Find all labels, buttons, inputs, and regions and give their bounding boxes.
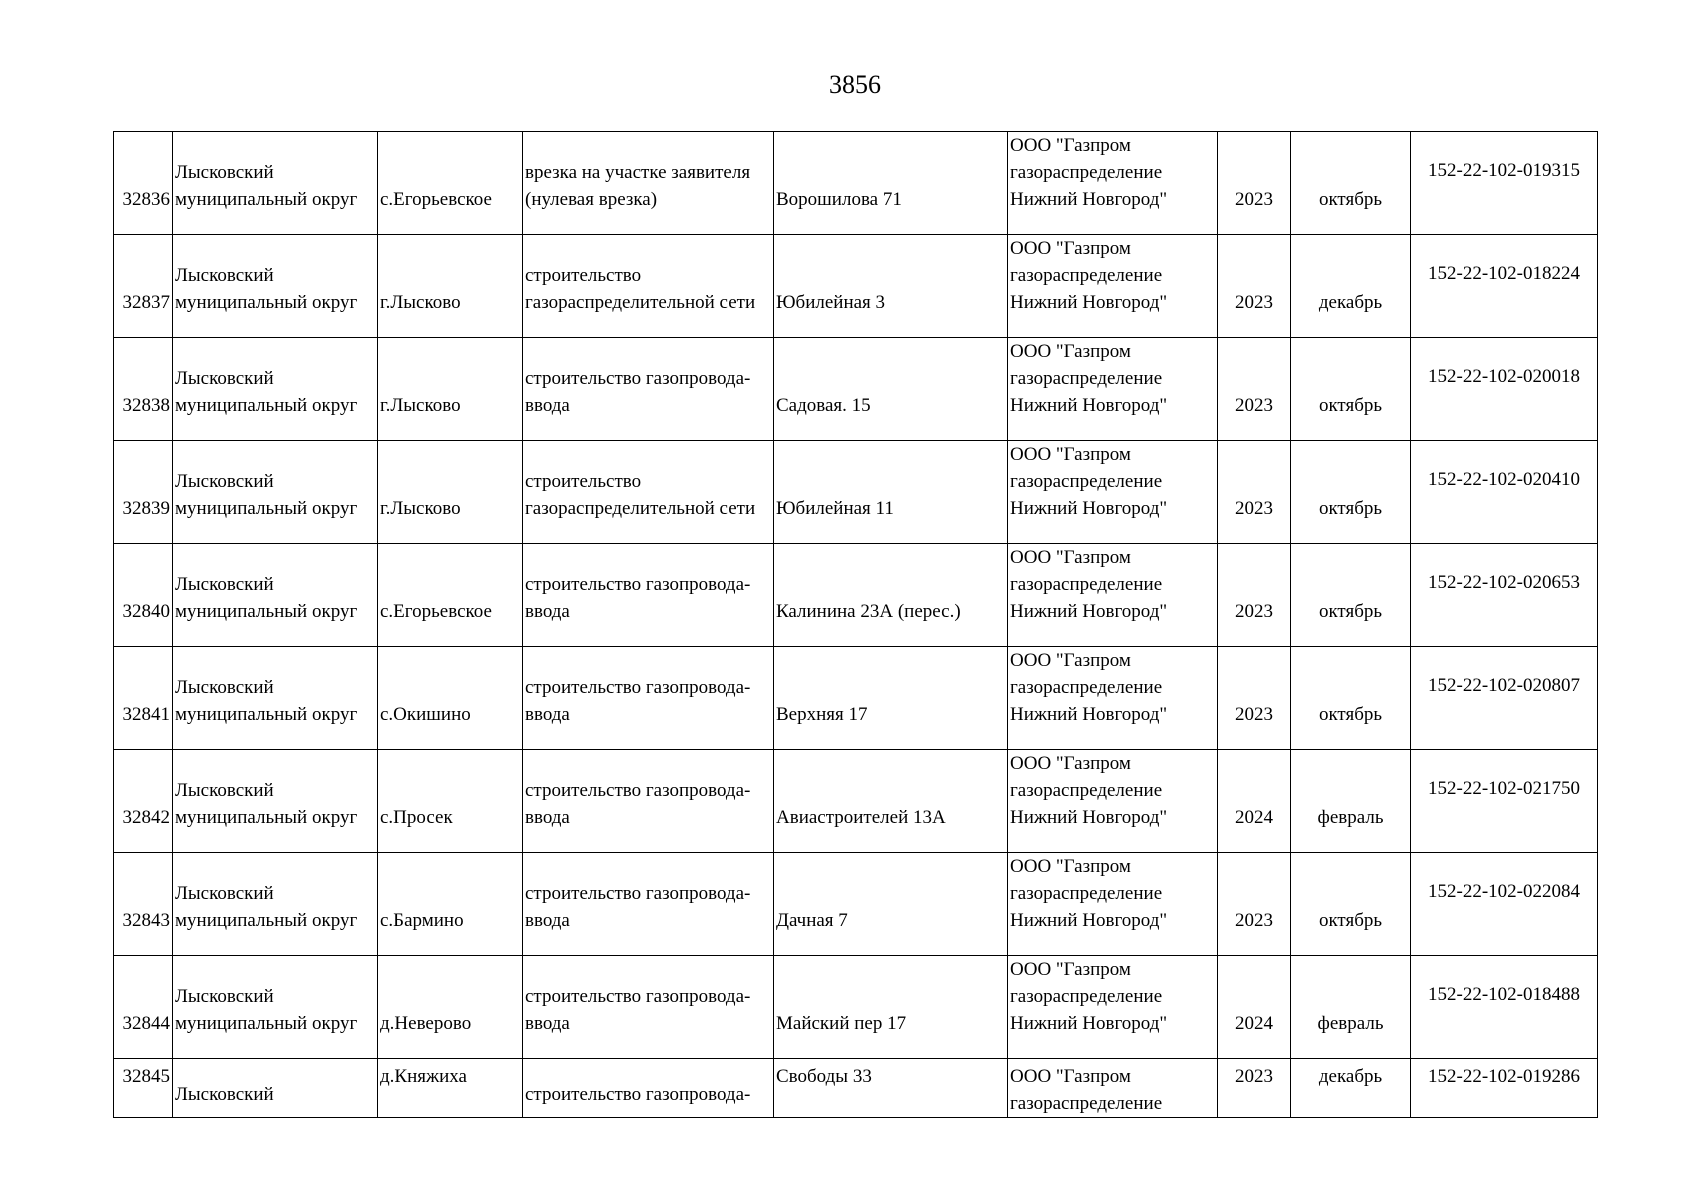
record-number: 32836	[114, 132, 173, 235]
organization-line: ООО "Газпром	[1010, 650, 1131, 671]
organization-line: газораспределение	[1010, 780, 1163, 801]
district-line: Лысковский	[175, 574, 274, 595]
work-type-line: строительство газопровода-	[525, 677, 751, 698]
work-type-cell	[523, 647, 774, 750]
table-row	[114, 544, 1598, 647]
month-cell: октябрь	[1291, 338, 1411, 441]
year-cell: 2023	[1218, 132, 1291, 235]
address-cell: Авиастроителей 13А	[774, 750, 1008, 853]
locality-cell: г.Лысково	[378, 338, 523, 441]
organization-line: Нижний Новгород"	[1010, 395, 1168, 416]
work-type-line: газораспределительной сети	[525, 292, 756, 313]
organization-cell	[1008, 647, 1218, 750]
month-cell: февраль	[1291, 956, 1411, 1059]
district-line: Лысковский	[175, 162, 274, 183]
district-cell	[173, 544, 378, 647]
work-type-line: строительство газопровода-	[525, 1084, 751, 1105]
district-line: муниципальный округ	[175, 601, 358, 622]
district-line: муниципальный округ	[175, 807, 358, 828]
month-cell: декабрь	[1291, 235, 1411, 338]
district-line: Лысковский	[175, 368, 274, 389]
address-cell: Калинина 23А (перес.)	[774, 544, 1008, 647]
work-type-line: строительство	[525, 471, 642, 492]
code-cell: 152-22-102-019286	[1411, 1059, 1598, 1118]
year-cell: 2023	[1218, 647, 1291, 750]
code-cell: 152-22-102-020018	[1411, 338, 1598, 441]
organization-cell	[1008, 338, 1218, 441]
district-cell	[173, 441, 378, 544]
organization-cell	[1008, 956, 1218, 1059]
address-cell: Садовая. 15	[774, 338, 1008, 441]
organization-line: газораспределение	[1010, 574, 1163, 595]
address-cell: Дачная 7	[774, 853, 1008, 956]
year-cell: 2023	[1218, 544, 1291, 647]
work-type-cell	[523, 750, 774, 853]
district-cell	[173, 750, 378, 853]
district-line: муниципальный округ	[175, 910, 358, 931]
table-row	[114, 853, 1598, 956]
organization-line: Нижний Новгород"	[1010, 601, 1168, 622]
organization-line: газораспределение	[1010, 162, 1163, 183]
organization-cell	[1008, 853, 1218, 956]
record-number: 32840	[114, 544, 173, 647]
work-type-line: ввода	[525, 601, 570, 622]
address-cell: Юбилейная 11	[774, 441, 1008, 544]
organization-line: Нижний Новгород"	[1010, 1013, 1168, 1034]
organization-line: Нижний Новгород"	[1010, 189, 1168, 210]
code-cell: 152-22-102-020807	[1411, 647, 1598, 750]
organization-cell	[1008, 132, 1218, 235]
district-cell	[173, 956, 378, 1059]
organization-line: ООО "Газпром	[1010, 856, 1131, 877]
locality-cell: с.Просек	[378, 750, 523, 853]
year-cell: 2024	[1218, 750, 1291, 853]
district-line: муниципальный округ	[175, 395, 358, 416]
work-type-line: ввода	[525, 395, 570, 416]
locality-cell: г.Лысково	[378, 235, 523, 338]
work-type-line: ввода	[525, 807, 570, 828]
year-cell: 2023	[1218, 1059, 1291, 1118]
month-cell: октябрь	[1291, 853, 1411, 956]
organization-line: Нижний Новгород"	[1010, 704, 1168, 725]
district-cell	[173, 853, 378, 956]
locality-cell: с.Егорьевское	[378, 544, 523, 647]
organization-line: Нижний Новгород"	[1010, 292, 1168, 313]
work-type-line: строительство	[525, 265, 642, 286]
organization-line: ООО "Газпром	[1010, 341, 1131, 362]
address-cell: Верхняя 17	[774, 647, 1008, 750]
district-line: Лысковский	[175, 986, 274, 1007]
organization-line: Нижний Новгород"	[1010, 807, 1168, 828]
work-type-line: строительство газопровода-	[525, 986, 751, 1007]
district-line: Лысковский	[175, 265, 274, 286]
page-number: 3856	[829, 70, 881, 99]
organization-line: газораспределение	[1010, 883, 1163, 904]
district-cell	[173, 647, 378, 750]
organization-line: ООО "Газпром	[1010, 135, 1131, 156]
record-number: 32839	[114, 441, 173, 544]
record-number: 32843	[114, 853, 173, 956]
organization-line: газораспределение	[1010, 471, 1163, 492]
organization-line: ООО "Газпром	[1010, 1066, 1131, 1087]
organization-cell	[1008, 1059, 1218, 1118]
district-line: Лысковский	[175, 1084, 274, 1105]
locality-cell: с.Егорьевское	[378, 132, 523, 235]
work-type-cell	[523, 338, 774, 441]
district-line: муниципальный округ	[175, 498, 358, 519]
organization-line: газораспределение	[1010, 265, 1163, 286]
work-type-cell	[523, 956, 774, 1059]
organization-cell	[1008, 235, 1218, 338]
work-type-line: врезка на участке заявителя	[525, 162, 751, 183]
record-number: 32845	[114, 1059, 173, 1118]
organization-line: газораспределение	[1010, 677, 1163, 698]
organization-line: ООО "Газпром	[1010, 547, 1131, 568]
district-line: Лысковский	[175, 883, 274, 904]
work-type-line: строительство газопровода-	[525, 368, 751, 389]
organization-line: газораспределение	[1010, 986, 1163, 1007]
year-cell: 2023	[1218, 441, 1291, 544]
district-line: муниципальный округ	[175, 1013, 358, 1034]
district-line: Лысковский	[175, 780, 274, 801]
work-type-line: ввода	[525, 704, 570, 725]
record-number: 32842	[114, 750, 173, 853]
organization-line: ООО "Газпром	[1010, 753, 1131, 774]
table-row	[114, 441, 1598, 544]
work-type-line: ввода	[525, 910, 570, 931]
record-number: 32841	[114, 647, 173, 750]
district-cell	[173, 132, 378, 235]
district-line: Лысковский	[175, 471, 274, 492]
work-type-line: строительство газопровода-	[525, 780, 751, 801]
locality-cell: д.Княжиха	[378, 1059, 523, 1118]
month-cell: октябрь	[1291, 132, 1411, 235]
code-cell: 152-22-102-018488	[1411, 956, 1598, 1059]
table-row	[114, 1059, 1598, 1118]
district-line: муниципальный округ	[175, 292, 358, 313]
organization-line: ООО "Газпром	[1010, 959, 1131, 980]
work-type-line: ввода	[525, 1013, 570, 1034]
organization-cell	[1008, 750, 1218, 853]
organization-line: ООО "Газпром	[1010, 444, 1131, 465]
address-cell: Юбилейная 3	[774, 235, 1008, 338]
district-line: Лысковский	[175, 677, 274, 698]
organization-line: газораспределение	[1010, 1093, 1163, 1114]
district-line: муниципальный округ	[175, 704, 358, 725]
month-cell: октябрь	[1291, 441, 1411, 544]
district-cell	[173, 1059, 378, 1118]
table-row	[114, 750, 1598, 853]
year-cell: 2023	[1218, 235, 1291, 338]
month-cell: октябрь	[1291, 544, 1411, 647]
address-cell: Ворошилова 71	[774, 132, 1008, 235]
table-row	[114, 132, 1598, 235]
record-number: 32844	[114, 956, 173, 1059]
work-type-cell	[523, 1059, 774, 1118]
locality-cell: с.Бармино	[378, 853, 523, 956]
organization-line: ООО "Газпром	[1010, 238, 1131, 259]
code-cell: 152-22-102-021750	[1411, 750, 1598, 853]
work-type-cell	[523, 235, 774, 338]
organization-cell	[1008, 544, 1218, 647]
organization-line: Нижний Новгород"	[1010, 498, 1168, 519]
district-cell	[173, 338, 378, 441]
records-table	[113, 131, 1598, 1118]
month-cell: декабрь	[1291, 1059, 1411, 1118]
year-cell: 2023	[1218, 338, 1291, 441]
work-type-cell	[523, 132, 774, 235]
organization-line: Нижний Новгород"	[1010, 910, 1168, 931]
table-row	[114, 956, 1598, 1059]
code-cell: 152-22-102-018224	[1411, 235, 1598, 338]
record-number: 32837	[114, 235, 173, 338]
organization-cell	[1008, 441, 1218, 544]
month-cell: октябрь	[1291, 647, 1411, 750]
locality-cell: с.Окишино	[378, 647, 523, 750]
district-line: муниципальный округ	[175, 189, 358, 210]
organization-line: газораспределение	[1010, 368, 1163, 389]
work-type-line: строительство газопровода-	[525, 574, 751, 595]
code-cell: 152-22-102-020410	[1411, 441, 1598, 544]
work-type-line: (нулевая врезка)	[525, 189, 658, 210]
locality-cell: г.Лысково	[378, 441, 523, 544]
address-cell: Свободы 33	[774, 1059, 1008, 1118]
table-row	[114, 235, 1598, 338]
work-type-line: газораспределительной сети	[525, 498, 756, 519]
table-row	[114, 647, 1598, 750]
district-cell	[173, 235, 378, 338]
address-cell: Майский пер 17	[774, 956, 1008, 1059]
work-type-cell	[523, 441, 774, 544]
work-type-cell	[523, 544, 774, 647]
code-cell: 152-22-102-020653	[1411, 544, 1598, 647]
record-number: 32838	[114, 338, 173, 441]
code-cell: 152-22-102-019315	[1411, 132, 1598, 235]
table-row	[114, 338, 1598, 441]
year-cell: 2024	[1218, 956, 1291, 1059]
code-cell: 152-22-102-022084	[1411, 853, 1598, 956]
year-cell: 2023	[1218, 853, 1291, 956]
locality-cell: д.Неверово	[378, 956, 523, 1059]
work-type-line: строительство газопровода-	[525, 883, 751, 904]
month-cell: февраль	[1291, 750, 1411, 853]
work-type-cell	[523, 853, 774, 956]
